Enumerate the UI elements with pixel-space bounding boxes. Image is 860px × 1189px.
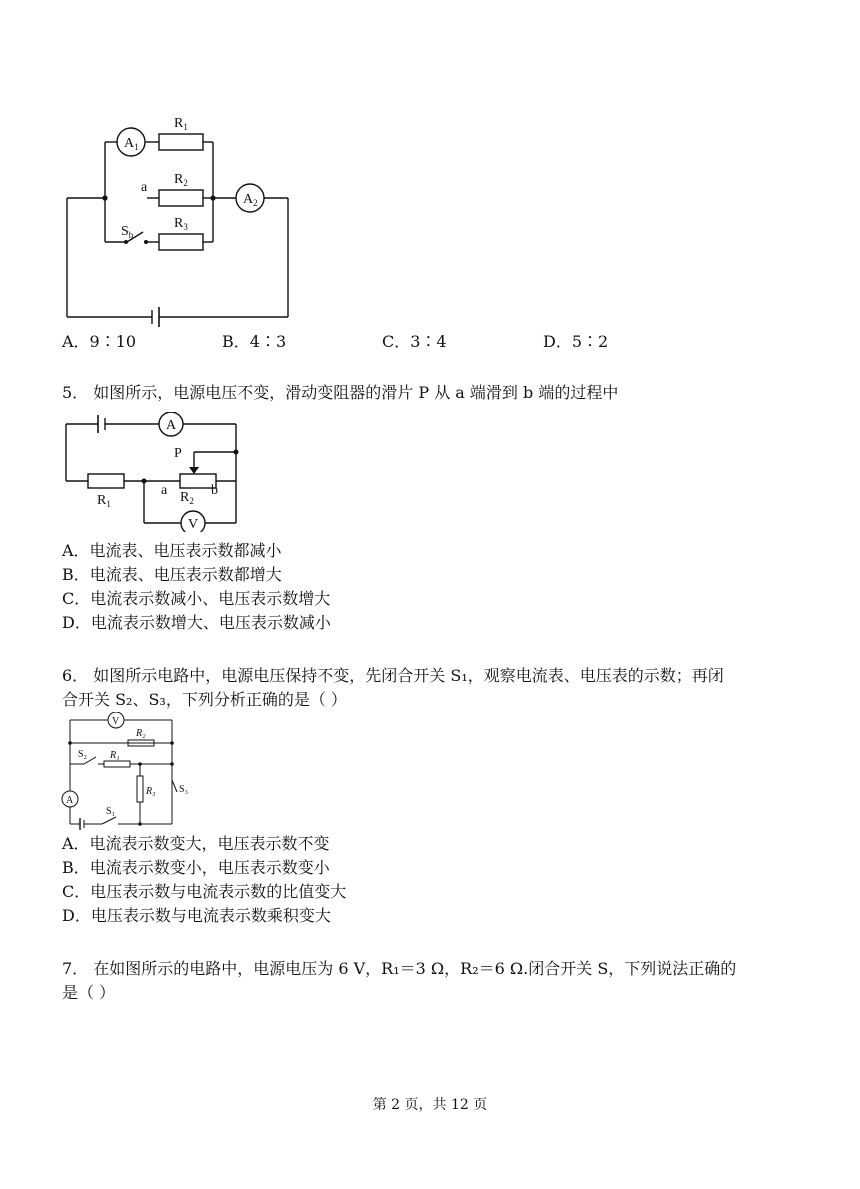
q6-stem-line1: 6． 如图所示电路中，电源电压保持不变，先闭合开关 S₁，观察电流表、电压表的示数；再闭 xyxy=(62,666,724,685)
svg-text:R1: $R_1$ xyxy=(97,493,111,509)
q5-stem: 5． 如图所示，电源电压不变，滑动变阻器的滑片 P 从 a 端滑到 b 端的过程中 xyxy=(62,383,619,402)
svg-text:R3: $R_3$ xyxy=(174,216,188,232)
svg-text:P: P xyxy=(174,446,182,461)
svg-text:S₂: S₂ xyxy=(78,749,88,760)
svg-text:A: A xyxy=(166,418,177,433)
svg-text:a: a xyxy=(161,483,168,498)
svg-text:A2: $A_2$ xyxy=(243,192,258,208)
svg-text:R2: $R_2$ xyxy=(174,172,188,188)
q5-option-a: A．电流表、电压表示数都减小 xyxy=(62,541,282,560)
q6-option-a: A．电流表示数变大，电压表示数不变 xyxy=(62,834,330,853)
q4-option-d: D．5∶2 xyxy=(543,332,609,351)
svg-text:A1: $A_1$ xyxy=(124,136,139,152)
q4-option-b: B．4∶3 xyxy=(222,332,287,351)
svg-text:R₁: R₁ xyxy=(110,750,120,761)
q6-stem-line2: 合开关 S₂、S₃，下列分析正确的是（ ） xyxy=(62,690,347,709)
svg-text:S₃: S₃ xyxy=(179,784,189,795)
page-footer: 第 2 页，共 12 页 xyxy=(372,1097,488,1113)
svg-text:b: b xyxy=(211,483,218,498)
svg-text:R1: $R_1$ xyxy=(174,116,188,132)
svg-text:A: A xyxy=(66,795,74,806)
q5-option-b: B．电流表、电压表示数都增大 xyxy=(62,565,282,584)
q6-option-b: B．电流表示数变小，电压表示数变小 xyxy=(62,858,330,877)
svg-text:R2: $R_2$ xyxy=(180,490,194,506)
q4-option-c: C．3∶4 xyxy=(382,332,447,351)
q6-circuit-diagram xyxy=(58,712,198,830)
q6-option-d: D．电压表示数与电流表示数乘积变大 xyxy=(62,906,331,925)
q5-option-c: C．电流表示数减小、电压表示数增大 xyxy=(62,589,331,608)
q6-option-c: C．电压表示数与电流表示数的比值变大 xyxy=(62,882,347,901)
svg-text:R₂: R₂ xyxy=(136,728,146,739)
svg-text:V: V xyxy=(188,517,199,532)
q4-a1-label: A xyxy=(124,136,135,151)
q4-circuit-diagram xyxy=(55,105,305,330)
q4-option-a: A．9∶10 xyxy=(62,332,137,351)
q5-circuit-diagram xyxy=(60,412,245,532)
svg-text:S₁: S₁ xyxy=(106,806,116,817)
svg-text:Sb: $S_b$ xyxy=(121,224,134,240)
q5-option-d: D．电流表示数增大、电压表示数减小 xyxy=(62,613,331,632)
svg-text:R₃: R₃ xyxy=(146,786,156,797)
q7-stem-line2: 是（ ） xyxy=(62,983,116,1002)
svg-text:V: V xyxy=(112,716,120,727)
svg-text:a: a xyxy=(141,180,148,195)
q4-options xyxy=(62,330,762,354)
q7-stem-line1: 7． 在如图所示的电路中，电源电压为 6 V，R₁＝3 Ω，R₂＝6 Ω.闭合开关 S，下列说法正确的 xyxy=(62,959,737,978)
